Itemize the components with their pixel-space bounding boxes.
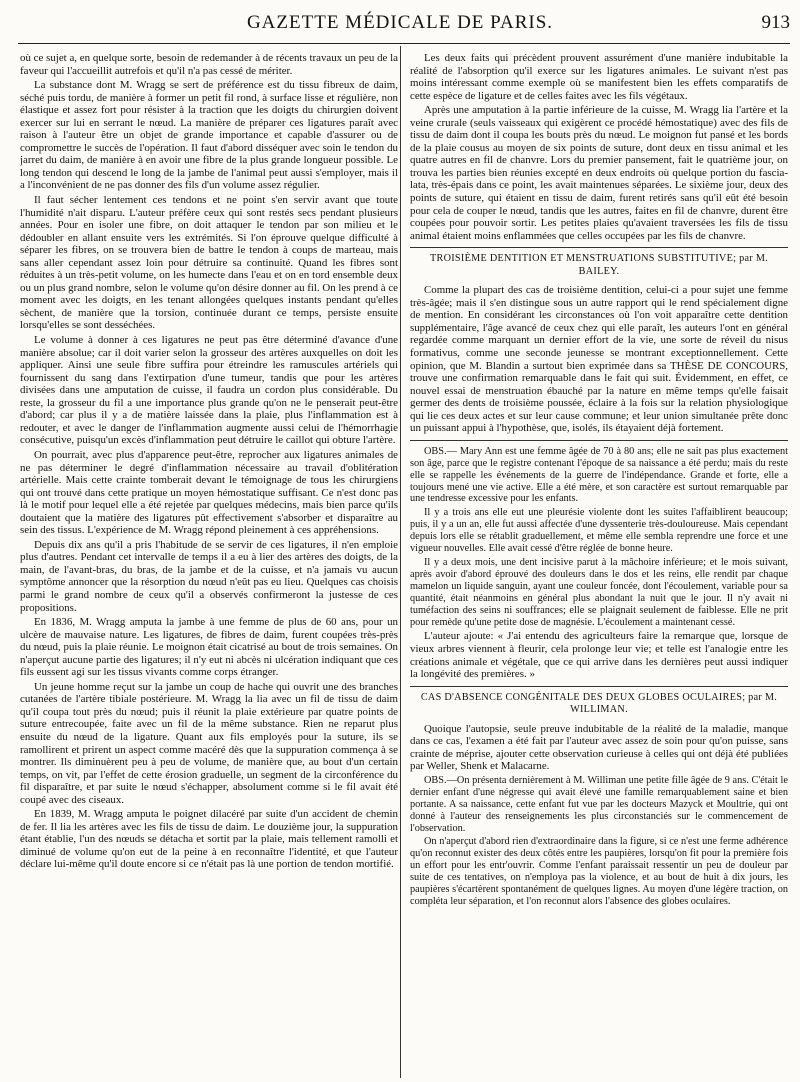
page-number: 913 — [761, 12, 790, 33]
paragraph: L'auteur ajoute: « J'ai entendu des agriculteurs faire la remarque que, lorsque de vieux arbres viennent à fleurir, cela prolonge leur vie; et telle est l'analogie entre les créations animale et végétale, que ce qui arrive dans les dernières peut aussi indiquer la longévité des premières. » — [410, 630, 788, 681]
observation-paragraph: OBS.— Mary Ann est une femme âgée de 70 à 80 ans; elle ne sait pas plus exactement son âge, parce que le registre contenant l'époque de sa naissance a été perdu; mais du reste elle se rappelle les événements de la guerre de l'indépendance. Grande et forte, elle a toujours mené une vie active. Elle a été mère, et son caractère est surtout remarquable par une tendresse excessive pour les enfants. — [410, 445, 788, 505]
header-rule — [18, 43, 790, 44]
section-heading-ocular: CAS D'ABSENCE CONGÉNITALE DES DEUX GLOBES OCULAIRES; par M. WILLIMAN. — [420, 691, 778, 716]
paragraph: En 1836, M. Wragg amputa la jambe à une femme de plus de 60 ans, pour un ulcère de mauvaise nature. Les ligatures, de fibres de daim, furent coupées très-près du nœud, puis la plaie réunie. Le moignon était cicatrisé au bout de trois semaines. On n'aperçut aucune partie des ligatures; il n'y eut ni abcès ni ulcération indiquant que ces fils eussent agi sur les tissus vivants comme corps étranger. — [20, 616, 398, 679]
observation-paragraph: Il y a trois ans elle eut une pleurésie violente dont les suites l'affaiblirent beaucoup; puis, il y a un an, elle fut aussi affectée d'une dyssenterie très-douloureuse. Mais cependant depuis lors elle se rétablit graduellement, et même elle sembla reprendre une force et une vigueur nouvelles. Elle avait cessé d'être réglée de bonne heure. — [410, 507, 788, 555]
left-column — [20, 52, 398, 1078]
paragraph: La substance dont M. Wragg se sert de préférence est du tissu fibreux de daim, séché puis tordu, de manière à former un petit fil rond, à surface lisse et régulière, non élastique et assez fort pour résister à la traction que les doigts du chirurgien doivent exercer sur lui en serrant le nœud. La manière de préparer ces ligatures paraît avec raison à l'auteur être un objet de grande importance et capable d'assurer ou de compromettre le succès de l'opération. Il faut d'abord disséquer avec soin le tendon du jarret du daim, de manière à en avoir une fibre de la plus grande longueur possible. Le long tendon qui descend le long de la jambe de l'animal peut aussi s'employer, mais il a l'inconvénient de ne pas donner des fils d'un volume assez régulier. — [20, 79, 398, 192]
paragraph: Les deux faits qui précèdent prouvent assurément d'une manière indubitable la réalité de l'absorption qu'il exerce sur les ligatures animales. Le suivant n'est pas moins intéressant comme exemple où se manifestent bien les effets comparatifs de cette espèce de ligature et de celles faites avec les fils végétaux. — [410, 52, 788, 102]
observation-paragraph: On n'aperçut d'abord rien d'extraordinaire dans la figure, si ce n'est une ferme adhérence qu'on reconnut exister des deux côtés entre les paupières, lorsqu'on fit pour la première fois un effort pour les entr'ouvrir. Comme l'enfant paraissait ressentir un peu de douleur par suite de ces tentatives, on n'employa pas la violence, et au bout de huit à dix jours, les paupières s'écartèrent spontanément de quelques lignes. Au moyen d'une légère traction, on compléta leur séparation, et l'on reconnut alors l'absence des globes oculaires. — [410, 836, 788, 907]
paragraph: Comme la plupart des cas de troisième dentition, celui-ci a pour sujet une femme très-âgée; mais il s'en distingue sous un autre rapport qui le rend spécialement digne de mention. En considérant les circonstances où l'on voit apparaître cette dentition supplémentaire, l'âge avancé de ceux chez qui elle paraît, les auteurs l'ont en général regardée comme marquant un dernier effort de la vie, une sorte de réveil du nisus formativus, comme une seconde jeunesse se montrant exceptionnellement. Cette opinion, que M. Blandin a surtout bien exprimée dans sa THÈSE DE CONCOURS, trouve une confirmation remarquable dans le fait qui suit. Évidemment, en effet, ce nouvel essai de menstruation ébauché par la nature en même temps qu'elle faisait germer des dents de troisième poussée, éclaire à la fois sur la relation physiologique qui lie ces deux actes et sur leur cause commune; et leur union simultanée prête donc un puissant appui à l'hypothèse, que, isolés, ils étayaient déjà fortement. — [410, 284, 788, 435]
paragraph: Le volume à donner à ces ligatures ne peut pas être déterminé d'avance d'une manière absolue; car il doit varier selon la grosseur des artères auxquelles on doit les appliquer. Ainsi une seule fibre suffira pour étreindre les ramuscules artériels qui fournissent du sang dans l'extirpation d'une tumeur, tandis que pour les artères divisées dans une amputation de cuisse, il faudra un cordon plus considérable. Du reste, la grosseur du fil a une importance plus grande qu'on ne le penserait peut-être d'abord; car plus il y a de matière laissée dans la plaie, plus l'inflammation est à redouter, et avec le danger de l'inflammation augmente aussi celui de l'hémorrhagie consécutive, puisqu'un excès d'inflammation peut détruire le caillot qui obture l'artère. — [20, 334, 398, 447]
paragraph: Depuis dix ans qu'il a pris l'habitude de se servir de ces ligatures, il n'en emploie plus d'autres. Pendant cet intervalle de temps il a eu à lier des artères des doigts, de la main, de l'avant-bras, du bras, de la jambe et de la cuisse, et n'a jamais vu aucun symptôme annoncer que la résorption du nœud n'eût pas eu lieu. Quelques cas choisis parmi le grand nombre de ceux qu'il a observés confirmeront la justesse de ces propositions. — [20, 538, 398, 614]
section-rule — [410, 686, 788, 687]
section-rule — [410, 247, 788, 248]
section-heading-dentition: TROISIÈME DENTITION ET MENSTRUATIONS SUBSTITUTIVE; par M. BAILEY. — [429, 253, 769, 277]
column-divider — [400, 46, 401, 1078]
paragraph: En 1839, M. Wragg amputa le poignet dilacéré par suite d'un accident de chemin de fer. Il lia les artères avec les fils de tissu de daim. Le douzième jour, la suppuration étant établie, l'un des nœuds se détacha et sortit par la plaie, mais tellement ramolli et diminué de volume qu'on eut de la peine à en reconnaître l'identité, et que l'auteur déclare lui-même qu'il doute encore si ce n'était pas là une portion de tendon mortifié. — [20, 808, 398, 871]
observation-paragraph: OBS.—On présenta dernièrement à M. Williman une petite fille âgée de 9 ans. C'était le dernier enfant d'une négresse qui avait élevé une famille remarquablement saine et bien portante. A sa naissance, cette enfant fut vue par les docteurs Mazyck et Moultrie, qui ont donné à l'auteur des renseignements les plus circonstanciés sur le commencement de l'observation. — [410, 774, 788, 834]
page-header — [0, 8, 800, 38]
running-title: GAZETTE MÉDICALE DE PARIS. — [246, 12, 554, 33]
paragraph: Un jeune homme reçut sur la jambe un coup de hache qui ouvrit une des branches cutanées de l'artère tibiale postérieure. M. Wragg la lia avec un fil de tissu de daim qu'il coupa tout près du nœud; puis il réunit la plaie extérieure par quatre points de suture entrecoupée, faite avec un fil de la même substance. Rien ne reparut plus ensuite du nœud de la ligature. Quant aux fils employés pour la suture, ils se ramollirent et prirent un aspect comme macéré dès que la suppuration commença à se montrer. Ils diminuèrent peu à peu de volume, de manière que, au bout d'un certain temps, on vit, par l'effet de cette érosion graduelle, un segment de la circonférence du fil disparaître, et par suite le nœud s'échapper, absolument comme si le fil avait été coupé avec des ciseaux. — [20, 680, 398, 806]
paragraph: Après une amputation à la partie inférieure de la cuisse, M. Wragg lia l'artère et la veine crurale (seuls vaisseaux qui exigèrent ce procédé hémostatique) avec des fils de tissu de daim dont il coupa les bouts près du nœud. Le moignon fut pansé et les bords de la plaie cousus au moyen de six points de suture, dont deux en tissu animal et les quatre autres en fil de chanvre. Lors du premier pansement, fait le quatrième jour, on trouva les parties bien réunies excepté en deux endroits où quelque portion du fascia-lata, très-épais dans ce point, les avait maintenues séparées. Le sixième jour, deux des points de suture, qui étaient en tissu de daim, furent retirés sans qu'il eût été besoin pour cela de couper le nœud, tandis que les autres, faites en fil de chanvre, durent être coupées pour pouvoir sortir. Les petites plaies qu'avaient traversées les fils de tissu animal étaient moins enflammées que celles occupées par les fils de chanvre. — [410, 104, 788, 242]
section-rule — [410, 440, 788, 441]
paragraph: où ce sujet a, en quelque sorte, besoin de redemander à de récents travaux un peu de la faveur qui l'accueillit autrefois et qu'il n'a pas cessé de mériter. — [20, 52, 398, 77]
observation-paragraph: Il y a deux mois, une dent incisive parut à la mâchoire inférieure; et le mois suivant, après avoir d'abord éprouvé des douleurs dans le dos et les reins, elle rendit par chaque mamelon un liquide sanguin, ayant une couleur foncée, dont l'écoulement, variable pour sa quantité, était néanmoins en général plus abondant la nuit que le jour. Il n'y avait ni tuméfaction des seins ni souffrances; elle se plaignait seulement de faiblesse. Elle ne prit pour remède qu'une petite dose de magnésie. L'écoulement a maintenant cessé. — [410, 557, 788, 628]
paragraph: On pourrait, avec plus d'apparence peut-être, reprocher aux ligatures animales de ne pas déterminer le degré d'inflammation nécessaire au travail d'oblitération artérielle. Mais cette crainte tomberait devant le témoignage de tous les chirurgiens qui ont trouvé dans cette pratique un moyen hémostatique suffisant. Ce n'est donc pas là le motif pour lequel elle a été rejetée par quelques médecins, mais bien parce qu'ils doutaient que la matière des ligatures pût effectivement s'absorber et disparaître au sein des tissus. L'expérience de M. Wragg répond pleinement à ces appréhensions. — [20, 448, 398, 537]
paragraph: Quoique l'autopsie, seule preuve indubitable de la réalité de la maladie, manque dans ce cas, l'examen a été fait par l'auteur avec assez de soin pour qu'on puisse, sans crainte de méprise, ajouter cette observation curieuse à celles qui ont déjà été publiées par Weller, Shenk et Malacarne. — [410, 722, 788, 773]
paragraph: Il faut sécher lentement ces tendons et ne point s'en servir avant que toute l'humidité n'ait disparu. L'auteur préfère ceux qui sont restés secs pendant plusieurs années. Pour en isoler une fibre, on doit attaquer le tendon par son milieu et le dédoubler en allant ensuite vers les extrémités. Si l'on éprouve quelque difficulté à séparer les fibres, on se trouvera bien de battre le tendon à coups de marteau, mais sans aller cependant assez loin pour détruire sa continuité. Quand les fibres sont réduites à un très-petit volume, on les humecte dans l'eau et on en tord ensemble deux ou un plus grand nombre, selon le volume qu'on désire donner au fil. On les prend à ce moment avec les doigts, en les tenant allongées quelques instants pendant qu'elles sèchent, de manière que la torsion, continuée durant ce temps, persiste ensuite lorsqu'elles se sont desséchées. — [20, 194, 398, 332]
right-column — [410, 52, 788, 1078]
